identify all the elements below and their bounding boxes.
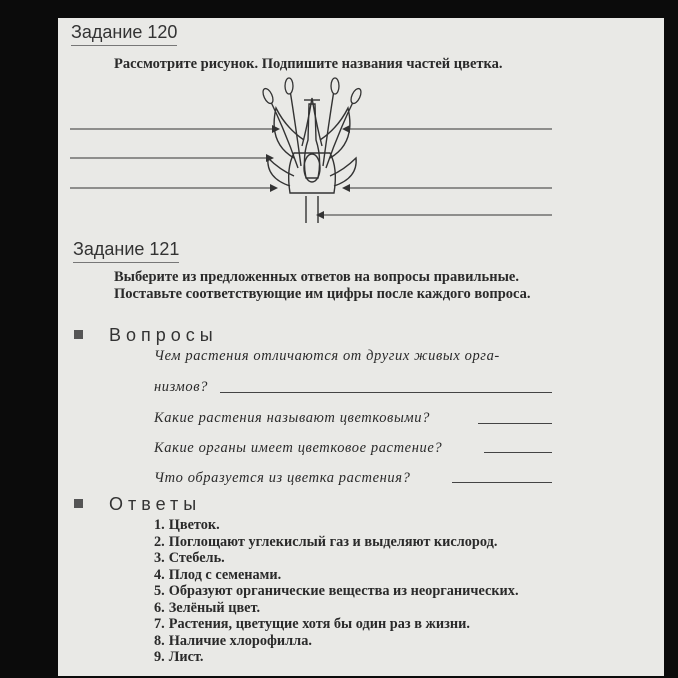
answer-item [154, 517, 519, 534]
question-2: Какие растения называют цветковыми? [154, 410, 430, 426]
answer-text: Растения, цветущие хотя бы один раз в жизни. [168, 616, 470, 632]
answer-number: 6. [154, 599, 165, 616]
answer-line-1[interactable] [220, 392, 552, 393]
answer-number: 9. [154, 649, 165, 665]
question-1-line2: низмов? [154, 379, 208, 395]
answer-number: 3. [154, 550, 165, 566]
answer-item [154, 534, 519, 551]
answers-heading-text: Ответы [109, 494, 202, 514]
answer-text: Плод с семенами. [168, 566, 282, 583]
answer-text: Цветок. [168, 517, 220, 533]
answer-number: 4. [154, 566, 165, 583]
answer-number: 5. [154, 583, 165, 599]
bullet-square-icon [74, 330, 83, 339]
question-4: Что образуется из цветка растения? [154, 470, 411, 486]
question-3: Какие органы имеет цветковое растение? [154, 440, 443, 456]
answer-item [154, 583, 519, 600]
task-120-title: Задание 120 [71, 22, 177, 46]
answer-line-4[interactable] [452, 482, 552, 483]
answers-list [154, 517, 519, 666]
answer-item [154, 633, 519, 650]
questions-heading-text: Вопросы [109, 325, 218, 345]
workbook-page [58, 18, 664, 676]
answer-number: 1. [154, 517, 165, 533]
answer-item [154, 616, 519, 633]
answer-number: 7. [154, 616, 165, 632]
answer-text: Лист. [168, 649, 204, 665]
answer-item [154, 600, 519, 617]
answer-line-2[interactable] [478, 423, 552, 424]
answer-item [154, 649, 519, 666]
answer-number: 2. [154, 533, 165, 550]
answer-text: Наличие хлорофилла. [168, 632, 312, 649]
question-1-line1: Чем растения отличаются от других живых орга- [154, 348, 500, 364]
task-121-instruction: Выберите из предложенных ответов на вопросы правильные. Поставьте соответствующие им цифры после каждого вопроса. [114, 269, 531, 302]
answer-item [154, 567, 519, 584]
answer-text: Зелёный цвет. [168, 599, 261, 616]
answer-text: Стебель. [168, 550, 225, 566]
task-121-title: Задание 121 [73, 239, 179, 263]
bullet-square-icon [74, 499, 83, 508]
answer-number: 8. [154, 632, 165, 649]
questions-heading [74, 325, 218, 346]
task-120-instruction: Рассмотрите рисунок. Подпишите названия частей цветка. [114, 56, 503, 72]
answer-item [154, 550, 519, 567]
answer-text: Образуют органические вещества из неорганических. [168, 583, 519, 599]
answer-text: Поглощают углекислый газ и выделяют кислород. [168, 533, 498, 550]
flower-diagram-icon [58, 18, 664, 228]
answer-line-3[interactable] [484, 452, 552, 453]
answers-heading [74, 494, 201, 515]
